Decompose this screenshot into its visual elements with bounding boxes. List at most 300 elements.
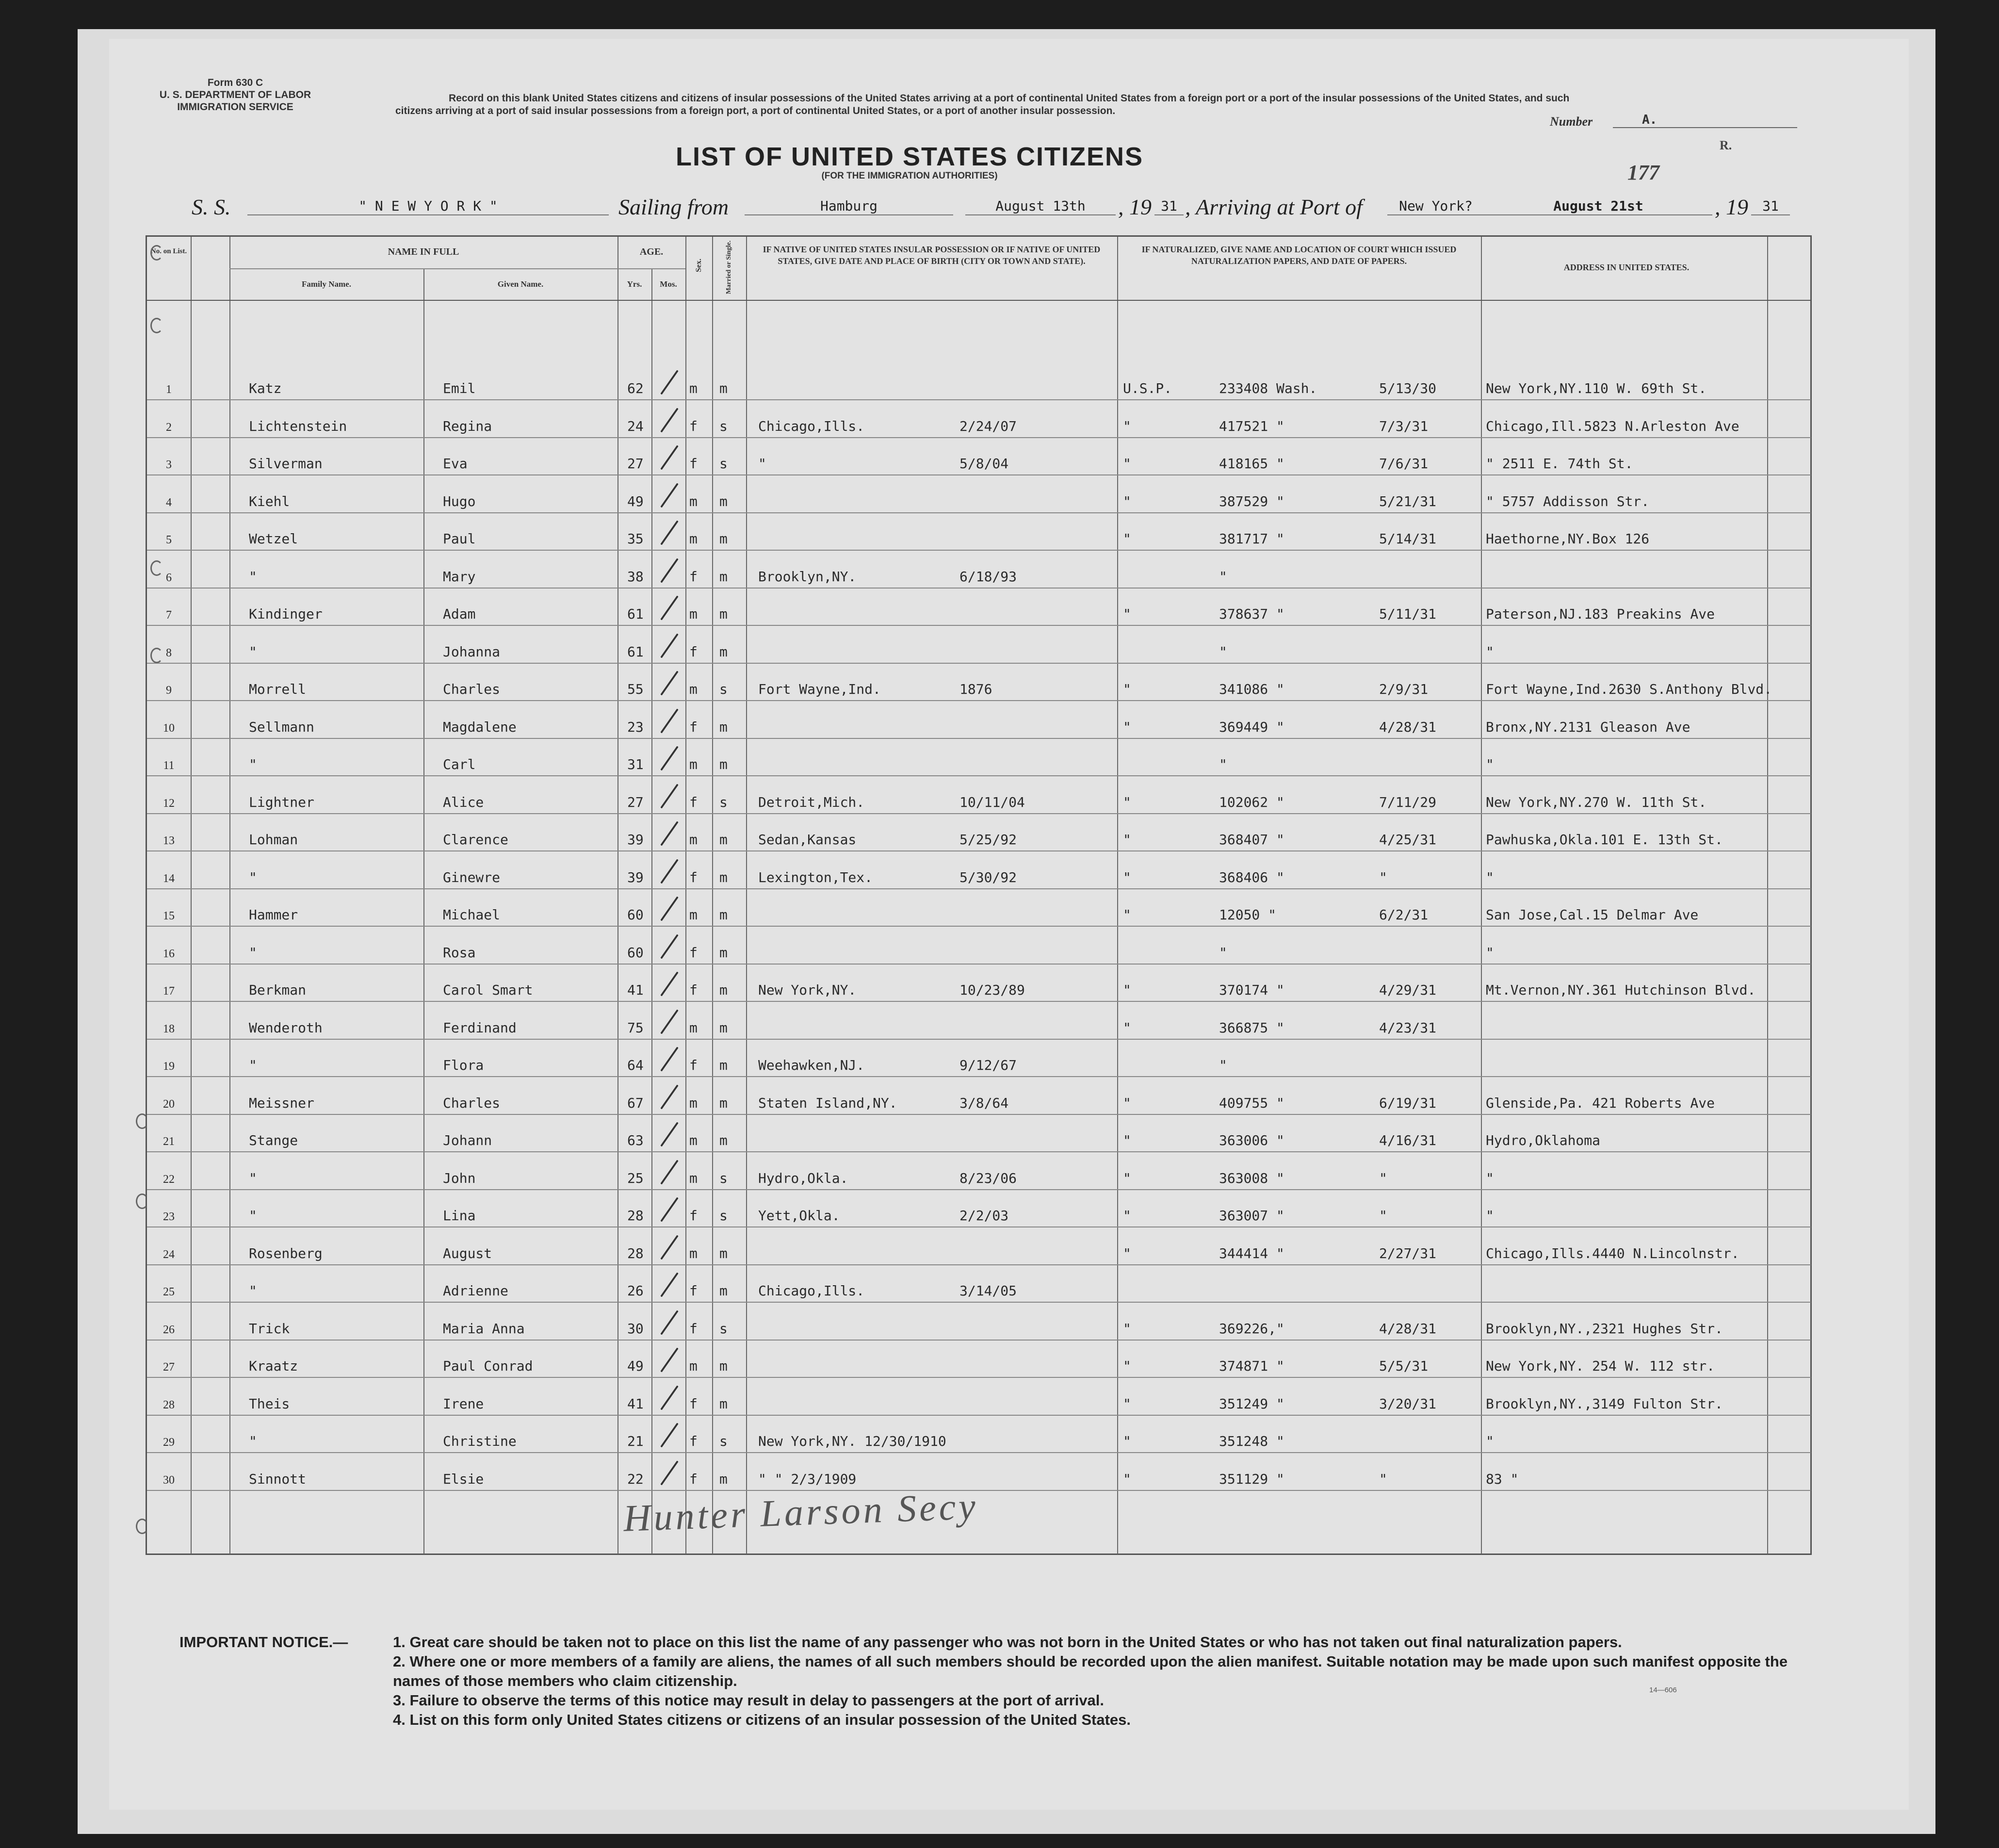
year-from: 31	[1154, 198, 1184, 215]
address: Chicago,Ill.5823 N.Arleston Ave	[1486, 418, 1739, 434]
sex: m	[689, 1170, 698, 1186]
paper-date: 6/19/31	[1379, 1095, 1437, 1111]
age-years: 75	[627, 1019, 644, 1036]
age-years: 64	[627, 1057, 644, 1073]
family-name: "	[249, 643, 257, 660]
table-row	[147, 739, 1810, 776]
marital-status: m	[719, 869, 728, 885]
sex: f	[689, 418, 698, 434]
birth-date: 10/23/89	[959, 982, 1025, 998]
birth-place: Sedan,Kansas	[758, 832, 857, 848]
voyage-line: S. S. " N E W Y O R K " Sailing from Hamburg August 13th , 19 31 , Arriving at Port of New York? August 21st , 19 31	[192, 189, 1797, 223]
court: "	[1123, 794, 1131, 810]
family-name: Wenderoth	[249, 1019, 323, 1036]
given-name: Maria Anna	[443, 1320, 525, 1337]
given-name: Mary	[443, 568, 476, 585]
court: "	[1123, 1433, 1131, 1449]
check-tick	[660, 1197, 679, 1222]
birth-date: 3/8/64	[959, 1095, 1009, 1111]
family-name: Morrell	[249, 681, 307, 697]
address: New York,NY. 254 W. 112 str.	[1486, 1358, 1715, 1374]
age-years: 28	[627, 1245, 644, 1261]
given-name: Carl	[443, 756, 476, 772]
table-row	[147, 852, 1810, 889]
court: "	[1123, 1245, 1131, 1261]
age-years: 61	[627, 643, 644, 660]
age-years: 23	[627, 719, 644, 735]
birth-date: 9/12/67	[959, 1057, 1017, 1073]
age-years: 28	[627, 1208, 644, 1224]
paper-number: 351248 "	[1219, 1433, 1284, 1449]
page-number: 177	[1627, 161, 1659, 184]
row-number: 12	[163, 797, 175, 810]
age-years: 39	[627, 832, 644, 848]
given-name: Johann	[443, 1132, 492, 1148]
age-years: 62	[627, 380, 644, 396]
notice-item: 1. Great care should be taken not to place on this list the name of any passenger who was not born in the United States or who has not taken out final naturalization papers.	[393, 1634, 1622, 1651]
paper-number: "	[1219, 643, 1227, 660]
marital-status: m	[719, 907, 728, 923]
marital-status: m	[719, 493, 728, 509]
address: "	[1486, 1208, 1494, 1224]
family-name: Lohman	[249, 832, 298, 848]
birth-place: Hydro,Okla.	[758, 1170, 848, 1186]
check-tick	[660, 1160, 679, 1184]
form-number: Form 630 C	[207, 77, 263, 88]
paper-number: 368407 "	[1219, 832, 1284, 848]
row-divider	[147, 1490, 1811, 1491]
check-tick	[660, 1009, 679, 1034]
table-row	[147, 1303, 1810, 1341]
paper-number: "	[1219, 756, 1227, 772]
paper-number: 374871 "	[1219, 1358, 1284, 1374]
age-years: 35	[627, 531, 644, 547]
table-row	[147, 1341, 1810, 1378]
check-tick	[660, 520, 679, 545]
sex: f	[689, 1433, 698, 1449]
address: Chicago,Ills.4440 N.Lincolnstr.	[1486, 1245, 1739, 1261]
date-from: August 13th	[965, 198, 1116, 215]
check-tick	[660, 859, 679, 883]
given-name: Hugo	[443, 493, 476, 509]
family-name: Katz	[249, 380, 282, 396]
paper-date: 5/21/31	[1379, 493, 1437, 509]
col-address: ADDRESS IN UNITED STATES.	[1563, 262, 1690, 272]
age-years: 60	[627, 944, 644, 961]
table-row	[147, 438, 1810, 475]
marital-status: m	[719, 380, 728, 396]
court: "	[1123, 1132, 1131, 1148]
address: Glenside,Pa. 421 Roberts Ave	[1486, 1095, 1715, 1111]
check-tick	[660, 784, 679, 808]
table-row	[147, 476, 1810, 513]
row-number: 29	[163, 1436, 175, 1449]
table-row	[147, 702, 1810, 739]
row-number: 6	[166, 571, 172, 584]
sex: f	[689, 1471, 698, 1487]
binder-hole	[150, 318, 163, 333]
notice-item: 4. List on this form only United States citizens or citizens of an insular possession of the United States.	[393, 1711, 1131, 1728]
table-row	[147, 1078, 1810, 1115]
notice-heading: IMPORTANT NOTICE.—	[179, 1634, 348, 1651]
marital-status: m	[719, 606, 728, 622]
family-name: Kiehl	[249, 493, 290, 509]
court: "	[1123, 456, 1131, 472]
sex: f	[689, 869, 698, 885]
row-number: 13	[163, 834, 175, 847]
row-number: 30	[163, 1473, 175, 1487]
table-row	[147, 401, 1810, 438]
given-name: Alice	[443, 794, 484, 810]
number-label: Number	[1550, 114, 1593, 129]
notice-item: 3. Failure to observe the terms of this notice may result in delay to passengers at the port of arrival.	[393, 1692, 1105, 1709]
birth-place: Chicago,Ills.	[758, 1283, 865, 1299]
court: "	[1123, 1019, 1131, 1036]
table-row	[147, 965, 1810, 1002]
check-tick	[660, 1047, 679, 1071]
sex: f	[689, 456, 698, 472]
sex: m	[689, 493, 698, 509]
sex: f	[689, 1283, 698, 1299]
check-tick	[660, 821, 679, 846]
table-row	[147, 1454, 1810, 1491]
paper-number: 363008 "	[1219, 1170, 1284, 1186]
sex: f	[689, 643, 698, 660]
sex: f	[689, 944, 698, 961]
age-years: 49	[627, 1358, 644, 1374]
check-tick	[660, 1460, 679, 1485]
age-years: 22	[627, 1471, 644, 1487]
birth-date: 5/25/92	[959, 832, 1017, 848]
table-row	[147, 551, 1810, 589]
sex: m	[689, 756, 698, 772]
address: "	[1486, 1170, 1494, 1186]
address: Bronx,NY.2131 Gleason Ave	[1486, 719, 1690, 735]
binder-hole	[150, 648, 163, 663]
paper-number: 102062 "	[1219, 794, 1284, 810]
paper-number: 369449 "	[1219, 719, 1284, 735]
page-title: LIST OF UNITED STATES CITIZENS	[676, 142, 1143, 171]
birth-place: Fort Wayne,Ind.	[758, 681, 881, 697]
marital-status: s	[719, 794, 728, 810]
age-years: 24	[627, 418, 644, 434]
row-number: 10	[163, 721, 175, 735]
birth-date: 10/11/04	[959, 794, 1025, 810]
paper-number: 370174 "	[1219, 982, 1284, 998]
marital-status: m	[719, 1057, 728, 1073]
given-name: Ginewre	[443, 869, 501, 885]
sex: f	[689, 1395, 698, 1412]
table-row	[147, 814, 1810, 851]
court: "	[1123, 418, 1131, 434]
table-row	[147, 363, 1810, 400]
marital-status: s	[719, 1170, 728, 1186]
marital-status: m	[719, 1358, 728, 1374]
family-name: Trick	[249, 1320, 290, 1337]
table-row	[147, 927, 1810, 965]
paper-number: 387529 "	[1219, 493, 1284, 509]
check-tick	[660, 1235, 679, 1259]
birth-date: 2/24/07	[959, 418, 1017, 434]
ship-name: " N E W Y O R K "	[247, 198, 609, 215]
birth-place: Detroit,Mich.	[758, 794, 865, 810]
given-name: Charles	[443, 1095, 501, 1111]
print-code: 14—606	[1649, 1686, 1677, 1694]
paper-number: "	[1219, 568, 1227, 585]
sailing-label: Sailing from	[618, 195, 729, 219]
family-name: "	[249, 1208, 257, 1224]
date-to: August 21st	[1484, 198, 1712, 215]
binder-hole	[136, 1519, 148, 1534]
table-row	[147, 1265, 1810, 1303]
family-name: "	[249, 1283, 257, 1299]
court: "	[1123, 531, 1131, 547]
marital-status: m	[719, 982, 728, 998]
address: "	[1486, 869, 1494, 885]
paper-date: 2/27/31	[1379, 1245, 1437, 1261]
birth-place: New York,NY.	[758, 982, 857, 998]
paper-number: "	[1219, 944, 1227, 961]
paper-number: 363007 "	[1219, 1208, 1284, 1224]
family-name: Meissner	[249, 1095, 314, 1111]
check-tick	[660, 1084, 679, 1109]
marital-status: m	[719, 1095, 728, 1111]
family-name: Lichtenstein	[249, 418, 347, 434]
family-name: "	[249, 1433, 257, 1449]
address: Haethorne,NY.Box 126	[1486, 531, 1650, 547]
sex: f	[689, 1208, 698, 1224]
paper-number: 369226,"	[1219, 1320, 1284, 1337]
col-mos: Mos.	[660, 279, 677, 289]
table-row	[147, 664, 1810, 701]
check-tick	[660, 1122, 679, 1146]
given-name: Paul Conrad	[443, 1358, 533, 1374]
paper-number: 418165 "	[1219, 456, 1284, 472]
address: " 2511 E. 74th St.	[1486, 456, 1633, 472]
marital-status: m	[719, 1471, 728, 1487]
age-years: 67	[627, 1095, 644, 1111]
check-tick	[660, 633, 679, 658]
col-name-group: NAME IN FULL	[388, 246, 459, 257]
table-row	[147, 1378, 1810, 1416]
paper-number: 417521 "	[1219, 418, 1284, 434]
check-tick	[660, 1385, 679, 1410]
paper-number: 351249 "	[1219, 1395, 1284, 1412]
paper-number: "	[1219, 1057, 1227, 1073]
col-yrs: Yrs.	[627, 279, 642, 289]
check-tick	[660, 558, 679, 583]
age-years: 63	[627, 1132, 644, 1148]
marital-status: m	[719, 1283, 728, 1299]
sex: f	[689, 982, 698, 998]
paper-number: 351129 "	[1219, 1471, 1284, 1487]
paper-date: 4/28/31	[1379, 1320, 1437, 1337]
table-row	[147, 1153, 1810, 1190]
address: "	[1486, 1433, 1494, 1449]
sex: m	[689, 907, 698, 923]
col-sex: Sex.	[695, 259, 703, 272]
given-name: Irene	[443, 1395, 484, 1412]
paper-date: 4/25/31	[1379, 832, 1437, 848]
table-row	[147, 1190, 1810, 1227]
notice-item: 2. Where one or more members of a family are aliens, the names of all such members should be recorded upon the alien manifest. Suitable notation may be made upon such manifest opposite the names of those members who claim citizenship.	[393, 1653, 1788, 1689]
row-number: 11	[163, 759, 175, 772]
birth-place: New York,NY. 12/30/1910	[758, 1433, 946, 1449]
given-name: Flora	[443, 1057, 484, 1073]
table-row	[147, 1228, 1810, 1265]
form-instructions: Record on this blank United States citizens and citizens of insular possessions of the United States arriving at a port of continental United States from a foreign port or a port of the insular possessions of the United States, and such citizens arriving at a port of said insular possessions from a foreign port, a port of continental United States, or a port of another insular possession.	[395, 93, 1570, 116]
given-name: Clarence	[443, 832, 508, 848]
paper-date: 5/11/31	[1379, 606, 1437, 622]
paper-date: 4/23/31	[1379, 1019, 1437, 1036]
check-tick	[660, 971, 679, 996]
address: New York,NY.110 W. 69th St.	[1486, 380, 1707, 396]
row-number: 20	[163, 1097, 175, 1111]
court: "	[1123, 1320, 1131, 1337]
check-tick	[660, 408, 679, 432]
marital-status: m	[719, 944, 728, 961]
family-name: "	[249, 869, 257, 885]
port-to: New York?	[1387, 198, 1484, 215]
table-row	[147, 513, 1810, 551]
family-name: Kraatz	[249, 1358, 298, 1374]
birth-place: " " 2/3/1909	[758, 1471, 857, 1487]
given-name: Regina	[443, 418, 492, 434]
address: San Jose,Cal.15 Delmar Ave	[1486, 907, 1699, 923]
year-prefix-to: 19	[1726, 195, 1748, 219]
paper-date: "	[1379, 1471, 1387, 1487]
address: "	[1486, 944, 1494, 961]
birth-place: Lexington,Tex.	[758, 869, 873, 885]
given-name: Adam	[443, 606, 476, 622]
family-name: Kindinger	[249, 606, 323, 622]
court: "	[1123, 1170, 1131, 1186]
paper-date: 4/28/31	[1379, 719, 1437, 735]
row-number: 17	[163, 985, 175, 998]
court: "	[1123, 1395, 1131, 1412]
given-name: Michael	[443, 907, 501, 923]
binder-hole	[150, 560, 163, 576]
address: Hydro,Oklahoma	[1486, 1132, 1601, 1148]
address: " 5757 Addisson Str.	[1486, 493, 1650, 509]
row-number: 23	[163, 1210, 175, 1223]
age-years: 27	[627, 456, 644, 472]
sex: m	[689, 832, 698, 848]
sex: f	[689, 719, 698, 735]
marital-status: m	[719, 756, 728, 772]
check-tick	[660, 483, 679, 507]
marital-status: m	[719, 719, 728, 735]
check-tick	[660, 370, 679, 394]
court: "	[1123, 681, 1131, 697]
marital-status: m	[719, 1132, 728, 1148]
family-name: Silverman	[249, 456, 323, 472]
marital-status: m	[719, 1019, 728, 1036]
paper-date: "	[1379, 1170, 1387, 1186]
marital-status: s	[719, 456, 728, 472]
check-tick	[660, 1423, 679, 1447]
address: Brooklyn,NY.,2321 Hughes Str.	[1486, 1320, 1723, 1337]
table-row	[147, 889, 1810, 927]
family-name: "	[249, 568, 257, 585]
family-name: Wetzel	[249, 531, 298, 547]
address: New York,NY.270 W. 11th St.	[1486, 794, 1707, 810]
address: 83 "	[1486, 1471, 1519, 1487]
form-identifier	[129, 77, 342, 113]
court: U.S.P.	[1123, 380, 1172, 396]
age-years: 38	[627, 568, 644, 585]
court: "	[1123, 1208, 1131, 1224]
check-tick	[660, 1310, 679, 1335]
service-name: IMMIGRATION SERVICE	[177, 101, 293, 113]
col-naturalized: IF NATURALIZED, GIVE NAME AND LOCATION OF COURT WHICH ISSUED NATURALIZATION PAPERS, AND DATE OF PAPERS.	[1141, 245, 1457, 266]
court: "	[1123, 1095, 1131, 1111]
birth-date: 6/18/93	[959, 568, 1017, 585]
number-value: A.	[1613, 113, 1797, 128]
given-name: Magdalene	[443, 719, 517, 735]
col-age: AGE.	[639, 246, 664, 257]
row-number: 24	[163, 1248, 175, 1261]
col-birth: IF NATIVE OF UNITED STATES INSULAR POSSESSION OR IF NATIVE OF UNITED STATES, GIVE DATE AND PLACE OF BIRTH (CITY OR TOWN AND STATE).	[763, 245, 1101, 266]
marital-status: s	[719, 1208, 728, 1224]
row-number: 19	[163, 1060, 175, 1073]
check-tick	[660, 671, 679, 695]
given-name: Emil	[443, 380, 476, 396]
family-name: Sinnott	[249, 1471, 307, 1487]
sex: m	[689, 1019, 698, 1036]
family-name: Rosenberg	[249, 1245, 323, 1261]
sex: m	[689, 1095, 698, 1111]
year-prefix-from: 19	[1129, 195, 1152, 219]
check-tick	[660, 1347, 679, 1372]
address: Pawhuska,Okla.101 E. 13th St.	[1486, 832, 1723, 848]
age-years: 25	[627, 1170, 644, 1186]
marital-status: s	[719, 418, 728, 434]
row-number: 9	[166, 684, 172, 697]
check-tick	[660, 896, 679, 921]
col-no: No. on List.	[150, 247, 187, 255]
court: "	[1123, 1471, 1131, 1487]
table-row	[147, 777, 1810, 814]
header-divider	[229, 268, 685, 269]
age-years: 30	[627, 1320, 644, 1337]
paper-date: 5/14/31	[1379, 531, 1437, 547]
paper-date: 3/20/31	[1379, 1395, 1437, 1412]
row-number: 26	[163, 1323, 175, 1336]
col-given: Given Name.	[497, 279, 544, 289]
paper-number: 378637 "	[1219, 606, 1284, 622]
given-name: Eva	[443, 456, 468, 472]
paper-date: 7/11/29	[1379, 794, 1437, 810]
year-to: 31	[1751, 198, 1790, 215]
header-bottom	[147, 300, 1811, 301]
table-row	[147, 1002, 1810, 1040]
address: Brooklyn,NY.,3149 Fulton Str.	[1486, 1395, 1723, 1412]
court: "	[1123, 1358, 1131, 1374]
paper-date: "	[1379, 869, 1387, 885]
paper-date: 6/2/31	[1379, 907, 1429, 923]
table-row	[147, 1115, 1810, 1152]
address: "	[1486, 756, 1494, 772]
birth-date: 3/14/05	[959, 1283, 1017, 1299]
check-tick	[660, 746, 679, 770]
sex: m	[689, 606, 698, 622]
check-tick	[660, 708, 679, 733]
binder-hole	[136, 1113, 148, 1129]
paper-number: 12050 "	[1219, 907, 1277, 923]
col-married: Married or Single.	[725, 240, 732, 294]
row-number: 1	[166, 383, 172, 396]
